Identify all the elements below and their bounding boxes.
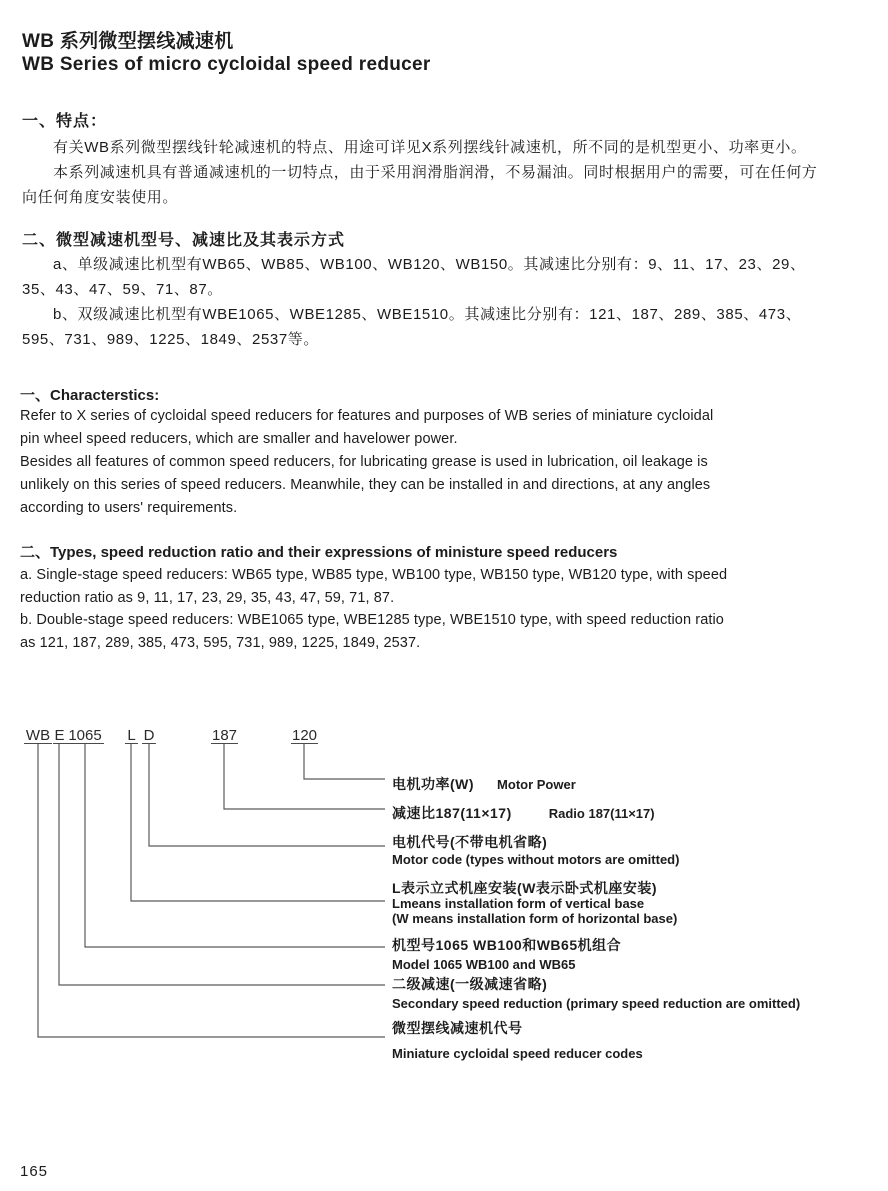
explanation-cn: 电机功率(W) <box>392 776 475 792</box>
cn-features-heading: 一、特点： <box>22 113 108 130</box>
explanation-motor-power <box>392 774 576 794</box>
cn-types-line: 35、43、47、59、71、87。 <box>22 281 223 298</box>
code-part-d: D <box>143 727 155 744</box>
explanation-en: Lmeans installation form of vertical base <box>392 896 645 911</box>
page-title-cn: WB 系列微型摆线减速机 <box>22 31 234 52</box>
code-part-1065: 1065 <box>66 727 104 744</box>
explanation-cn: 电机代号(不带电机省略) <box>392 834 548 850</box>
code-part-e: E <box>54 727 65 744</box>
en-types-line: reduction ratio as 9, 11, 17, 23, 29, 35, 43, 47, 59, 71, 87. <box>20 590 395 606</box>
cn-features-line: 向任何角度安装使用。 <box>22 189 179 206</box>
en-characteristics-line: Besides all features of common speed reducers, for lubricating grease is used in lubrication, oil leakage is <box>20 454 708 470</box>
cn-types-line: b、双级减速比机型有WBE1065、WBE1285、WBE1510。其减速比分别有：121、187、289、385、473、 <box>53 306 802 323</box>
explanation-installation-form <box>392 881 677 926</box>
explanation-cn: 微型摆线减速机代号 <box>392 1020 523 1036</box>
explanation-cn: 减速比187(11×17) <box>392 805 512 821</box>
explanation-motor-code <box>392 833 679 869</box>
model-code-diagram <box>0 716 888 1086</box>
en-types-line: a. Single-stage speed reducers: WB65 type, WB85 type, WB100 type, WB150 type, WB120 type, with speed <box>20 567 728 583</box>
explanation-reducer-codes <box>392 1016 643 1066</box>
explanation-en: Motor code (types without motors are omitted) <box>392 852 680 867</box>
en-characteristics-line: according to users' requirements. <box>20 500 238 516</box>
explanation-en: Secondary speed reduction (primary speed reduction are omitted) <box>392 996 801 1011</box>
en-types-line: as 121, 187, 289, 385, 473, 595, 731, 989, 1225, 1849, 2537. <box>20 635 421 651</box>
en-types-line: b. Double-stage speed reducers: WBE1065 type, WBE1285 type, WBE1510 type, with speed reduction ratio <box>20 612 724 628</box>
explanation-cn: L表示立式机座安装(W表示卧式机座安装) <box>392 880 658 896</box>
code-part-l: L <box>125 727 138 744</box>
explanation-en: (W means installation form of horizontal base) <box>392 911 678 926</box>
cn-types-line: 595、731、989、1225、1849、2537等。 <box>22 331 319 348</box>
explanation-cn: 机型号1065 WB100和WB65机组合 <box>392 937 622 953</box>
cn-types-line: a、单级减速比机型有WB65、WB85、WB100、WB120、WB150。其减速比分别有：9、11、17、23、29、 <box>53 256 806 273</box>
explanation-cn: 二级减速(一级减速省略) <box>392 976 548 992</box>
en-types-heading: 二、Types, speed reduction ratio and their expressions of ministure speed reducers <box>20 544 618 561</box>
explanation-en: Miniature cycloidal speed reducer codes <box>392 1046 643 1061</box>
cn-features-line: 有关WB系列微型摆线针轮减速机的特点、用途可详见X系列摆线针减速机，所不同的是机型更小、功率更小。 <box>53 139 807 156</box>
en-characteristics-line: Refer to X series of cycloidal speed reducers for features and purposes of WB series of miniature cycloidal <box>20 408 714 424</box>
code-part-120: 120 <box>291 727 318 744</box>
en-characteristics-heading: 一、Characterstics: <box>20 387 160 404</box>
explanation-ratio <box>392 803 655 823</box>
explanation-model <box>392 935 621 975</box>
page-title-en: WB Series of micro cycloidal speed reducer <box>22 54 431 75</box>
explanation-en: Model 1065 WB100 and WB65 <box>392 957 576 972</box>
explanation-en: Radio 187(11×17) <box>548 806 655 821</box>
explanation-en: Motor Power <box>497 777 576 792</box>
cn-features-line: 本系列减速机具有普通减速机的一切特点，由于采用润滑脂润滑，不易漏油。同时根据用户的需要，可在任何方 <box>53 164 818 181</box>
code-part-wb: WB <box>25 727 51 744</box>
en-characteristics-line: unlikely on this series of speed reducers. Meanwhile, they can be installed in and directions, at any angles <box>20 477 711 493</box>
page-number: 165 <box>20 1163 49 1180</box>
en-characteristics-line: pin wheel speed reducers, which are smaller and havelower power. <box>20 431 458 447</box>
explanation-secondary-reduction <box>392 974 800 1014</box>
cn-types-heading: 二、微型减速机型号、减速比及其表示方式 <box>22 232 346 249</box>
code-part-187: 187 <box>211 727 238 744</box>
